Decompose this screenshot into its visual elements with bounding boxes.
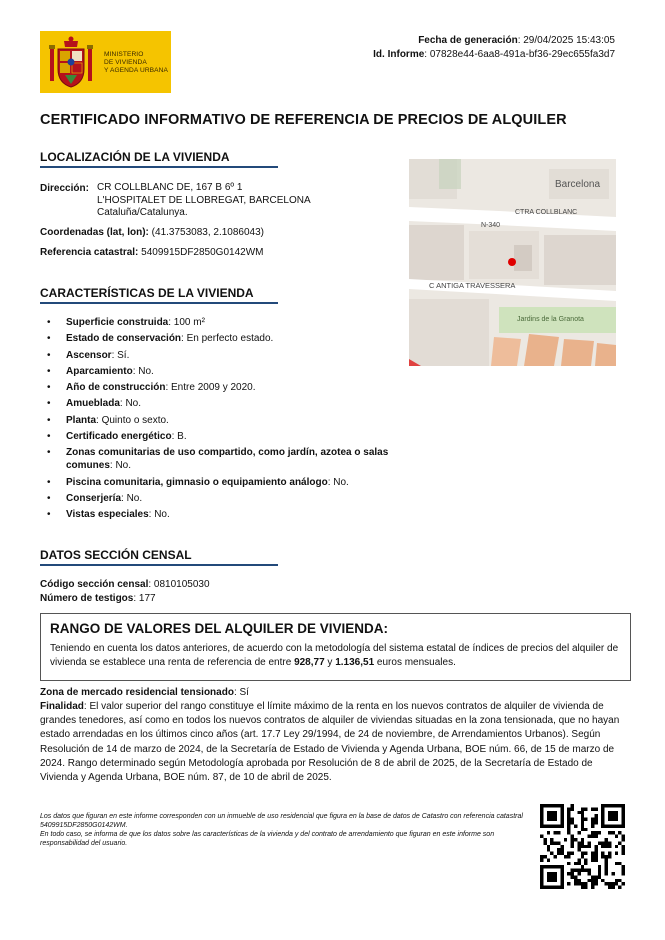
disclaimer-line-1: Los datos que figuran en este informe corresponden con un inmueble de uso residencial que figura en la base de datos de Catastro con referencia catastral 5409915DF2850G0142WM. <box>40 813 523 829</box>
codigo-seccion <box>40 578 210 591</box>
rango-min: 928,77 <box>294 657 325 668</box>
report-id <box>373 48 615 62</box>
direccion-line-2: L'HOSPITALET DE LLOBREGAT, BARCELONA <box>97 194 311 206</box>
map-label-n340: N-340 <box>481 222 501 229</box>
direccion-value <box>97 182 311 220</box>
section-underline <box>40 564 278 566</box>
referencia-catastral <box>40 246 263 259</box>
finalidad-label: Finalidad <box>40 701 84 712</box>
section-underline <box>40 302 278 304</box>
list-item: • Conserjería: No. <box>40 492 390 505</box>
characteristics-list <box>40 316 390 525</box>
testigos-value: : 177 <box>133 593 156 604</box>
report-meta <box>373 34 615 62</box>
map-label-jardins: Jardins de la Granota <box>517 316 584 323</box>
map-label-antiga: C ANTIGA TRAVESSERA <box>429 281 516 290</box>
list-item: • Año de construcción: Entre 2009 y 2020. <box>40 381 390 394</box>
generation-date <box>373 34 615 48</box>
coat-of-arms-icon <box>48 35 94 90</box>
ministry-logo <box>40 31 171 93</box>
map-label-barcelona: Barcelona <box>555 179 601 190</box>
section-underline <box>40 166 278 168</box>
list-item: • Certificado energético: B. <box>40 430 390 443</box>
rango-title: RANGO DE VALORES DEL ALQUILER DE VIVIENDA: <box>50 621 389 636</box>
location-map <box>409 159 616 366</box>
numero-testigos <box>40 592 156 605</box>
list-item: • Planta: Quinto o sexto. <box>40 414 390 427</box>
section-title-censal: DATOS SECCIÓN CENSAL <box>40 548 192 562</box>
direccion-line-1: CR COLLBLANC DE, 167 B 6º 1 <box>97 182 243 193</box>
list-item: • Zonas comunitarias de uso compartido, como jardín, azotea o salas comunes: No. <box>40 446 390 472</box>
coordenadas-label: Coordenadas (lat, lon): <box>40 227 149 238</box>
disclaimer-line-2: En todo caso, se informa de que los datos sobre las características de la vivienda y del contrato de arrendamiento que figuran en este informe son responsabilidad del usuario. <box>40 831 495 847</box>
direccion-line-3: Cataluña/Catalunya. <box>97 207 188 218</box>
testigos-label: Número de testigos <box>40 593 134 604</box>
coordenadas <box>40 226 264 239</box>
list-item: • Piscina comunitaria, gimnasio o equipamiento análogo: No. <box>40 476 390 489</box>
section-title-localizacion: LOCALIZACIÓN DE LA VIVIENDA <box>40 150 230 164</box>
ministry-name <box>104 51 168 75</box>
list-item: • Aparcamiento: No. <box>40 365 390 378</box>
ministry-line-2: DE VIVIENDA <box>104 59 147 66</box>
rango-box <box>40 613 631 681</box>
finalidad-text: : El valor superior del rango constituye el límite máximo de la renta en los nuevos contratos de alquiler de vivienda de grandes tenedores, así como en todos los nuevos contratos de alquiler de viviendas situadas en la zona tensionada, que no hayan estado arrendadas en los últimos cinco años (art. 17.7 Ley 29/1994, de 24 de noviembre, de Arrendamientos Urbanos). Según Resolución de 14 de marzo de 2024, de la Secretaría de Estado de Vivienda y Agenda Urbana, BOE núm. 66, de 15 de marzo de 2024. Rango determinado según Metodología aprobada por Resolución de 8 de abril de 2025, de la Secretaría de Estado de Vivienda y Agenda Urbana, BOE núm. 87, de 10 de abril de 2025. <box>40 701 620 784</box>
qr-code-icon <box>540 804 625 889</box>
coordenadas-value: (41.3753083, 2.1086043) <box>148 227 265 238</box>
rango-max: 1.136,51 <box>335 657 375 668</box>
list-item: • Vistas especiales: No. <box>40 508 390 521</box>
map-graphic <box>409 159 616 366</box>
rango-text: Teniendo en cuenta los datos anteriores, de acuerdo con la metodología del sistema estatal de índices de precios del alquiler de vivienda se establece una renta de referencia de entre 928,77 y 1.136,51 euros mensuales. <box>50 643 619 668</box>
codigo-label: Código sección censal <box>40 579 149 590</box>
referencia-label: Referencia catastral: <box>40 247 139 258</box>
list-item: • Ascensor: Sí. <box>40 349 390 362</box>
generation-date-value: : 29/04/2025 15:43:05 <box>517 35 615 46</box>
zona-label: Zona de mercado residencial tensionado <box>40 687 234 698</box>
list-item: • Amueblada: No. <box>40 397 390 410</box>
report-id-label: Id. Informe <box>373 49 425 60</box>
page-title: CERTIFICADO INFORMATIVO DE REFERENCIA DE PRECIOS DE ALQUILER <box>40 112 567 128</box>
generation-date-label: Fecha de generación <box>418 35 518 46</box>
ministry-line-1: MINISTERIO <box>104 51 144 58</box>
map-label-ctra: CTRA COLLBLANC <box>515 209 578 216</box>
ministry-line-3: Y AGENDA URBANA <box>104 67 169 74</box>
referencia-value: 5409915DF2850G0142WM <box>138 247 264 258</box>
section-title-caracteristicas: CARACTERÍSTICAS DE LA VIVIENDA <box>40 286 254 300</box>
direccion-label: Dirección: <box>40 183 89 194</box>
zona-value: : Sí <box>233 687 249 698</box>
list-item: • Superficie construida: 100 m² <box>40 316 390 329</box>
finalidad-paragraph <box>40 700 630 785</box>
disclaimer <box>40 812 530 848</box>
list-item: • Estado de conservación: En perfecto estado. <box>40 332 390 345</box>
codigo-value: : 0810105030 <box>148 579 210 590</box>
zona-tensionada <box>40 686 249 699</box>
report-id-value: : 07828e44-6aa8-491a-bf36-29ec655fa3d7 <box>424 49 615 60</box>
